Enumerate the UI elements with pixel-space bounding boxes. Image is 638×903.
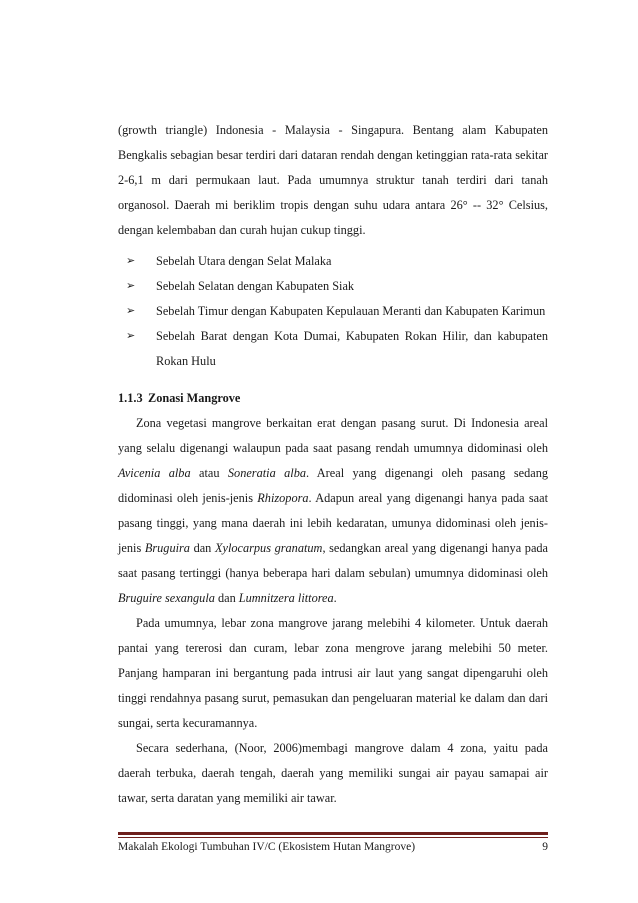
footer-rule-thick — [118, 832, 548, 835]
list-item: ➢ Sebelah Selatan dengan Kabupaten Siak — [118, 274, 548, 299]
species-name: Lumnitzera littorea — [238, 591, 334, 605]
species-name: Xylocarpus granatum — [214, 541, 323, 555]
arrow-bullet-icon: ➢ — [126, 305, 136, 317]
species-name: Bruguire sexangula — [118, 591, 215, 605]
section-title: Zonasi Mangrove — [148, 391, 241, 405]
arrow-bullet-icon: ➢ — [126, 280, 136, 292]
page-footer — [118, 841, 548, 853]
arrow-bullet-icon: ➢ — [126, 330, 136, 342]
page-content — [118, 118, 548, 811]
paragraph-width: Pada umumnya, lebar zona mangrove jarang melebihi 4 kilometer. Untuk daerah pantai yang tererosi dan curam, lebar zona mengrove jarang melebihi 50 meter. Panjang hamparan ini bergantung pada intrusi air laut yang sangat dipengaruhi oleh tinggi rendahnya pasang surut, pemasukan dan pengeluaran material ke dalam dan dari sungai, serta kecuramannya. — [118, 616, 548, 730]
section-heading — [118, 386, 548, 411]
list-item: ➢ Sebelah Barat dengan Kota Dumai, Kabupaten Rokan Hilir, dan kabupaten Rokan Hulu — [118, 324, 548, 374]
paragraph-zones: Secara sederhana, (Noor, 2006)membagi mangrove dalam 4 zona, yaitu pada daerah terbuka, daerah tengah, daerah yang memiliki sungai air payau samapai air tawar, serta daratan yang memiliki air tawar. — [118, 741, 548, 805]
species-name: Rhizopora — [257, 491, 309, 505]
list-item: ➢ Sebelah Timur dengan Kabupaten Kepulauan Meranti dan Kabupaten Karimun — [118, 299, 548, 324]
species-name: Avicenia alba — [118, 466, 191, 480]
species-name: Bruguira — [144, 541, 190, 555]
footer-rule-thin — [118, 837, 548, 838]
footer-rule — [118, 832, 548, 838]
list-item: ➢ Sebelah Utara dengan Selat Malaka — [118, 249, 548, 274]
section-number: 1.1.3 — [118, 391, 143, 405]
border-list — [118, 249, 548, 374]
species-name: Soneratia alba — [227, 466, 306, 480]
paragraph-intro: (growth triangle) Indonesia - Malaysia - Singapura. Bentang alam Kabupaten Bengkalis sebagian besar terdiri dari dataran rendah dengan ketinggian rata-rata sekitar 2-6,1 m dari permukaan laut. Pada umumnya struktur tanah terdiri dari tanah organosol. Daerah mi beriklim tropis dengan suhu udara antara 26° -- 32° Celsius, dengan kelembaban dan curah hujan cukup tinggi. — [118, 123, 548, 237]
arrow-bullet-icon: ➢ — [126, 255, 136, 267]
footer-title: Makalah Ekologi Tumbuhan IV/C (Ekosistem Hutan Mangrove) — [118, 841, 416, 853]
paragraph-zonation: Zona vegetasi mangrove berkaitan erat dengan pasang surut. Di Indonesia areal yang selalu digenangi walaupun pada saat pasang rendah umumnya didominasi oleh Avicenia alba atau Soneratia alba. Areal yang digenangi oleh pasang sedang didominasi oleh jenis-jenis Rhizopora. Adapun areal yang digenangi hanya pada saat pasang tinggi, yang mana daerah ini lebih kedaratan, umunya didominasi oleh jenis-jenis Bruguira dan Xylocarpus granatum, sedangkan areal yang digenangi hanya pada saat pasang tertinggi (hanya beberapa hari dalam sebulan) umumnya didominasi oleh Bruguire sexangula dan Lumnitzera littorea. — [118, 416, 549, 605]
page-number: 9 — [542, 841, 548, 853]
